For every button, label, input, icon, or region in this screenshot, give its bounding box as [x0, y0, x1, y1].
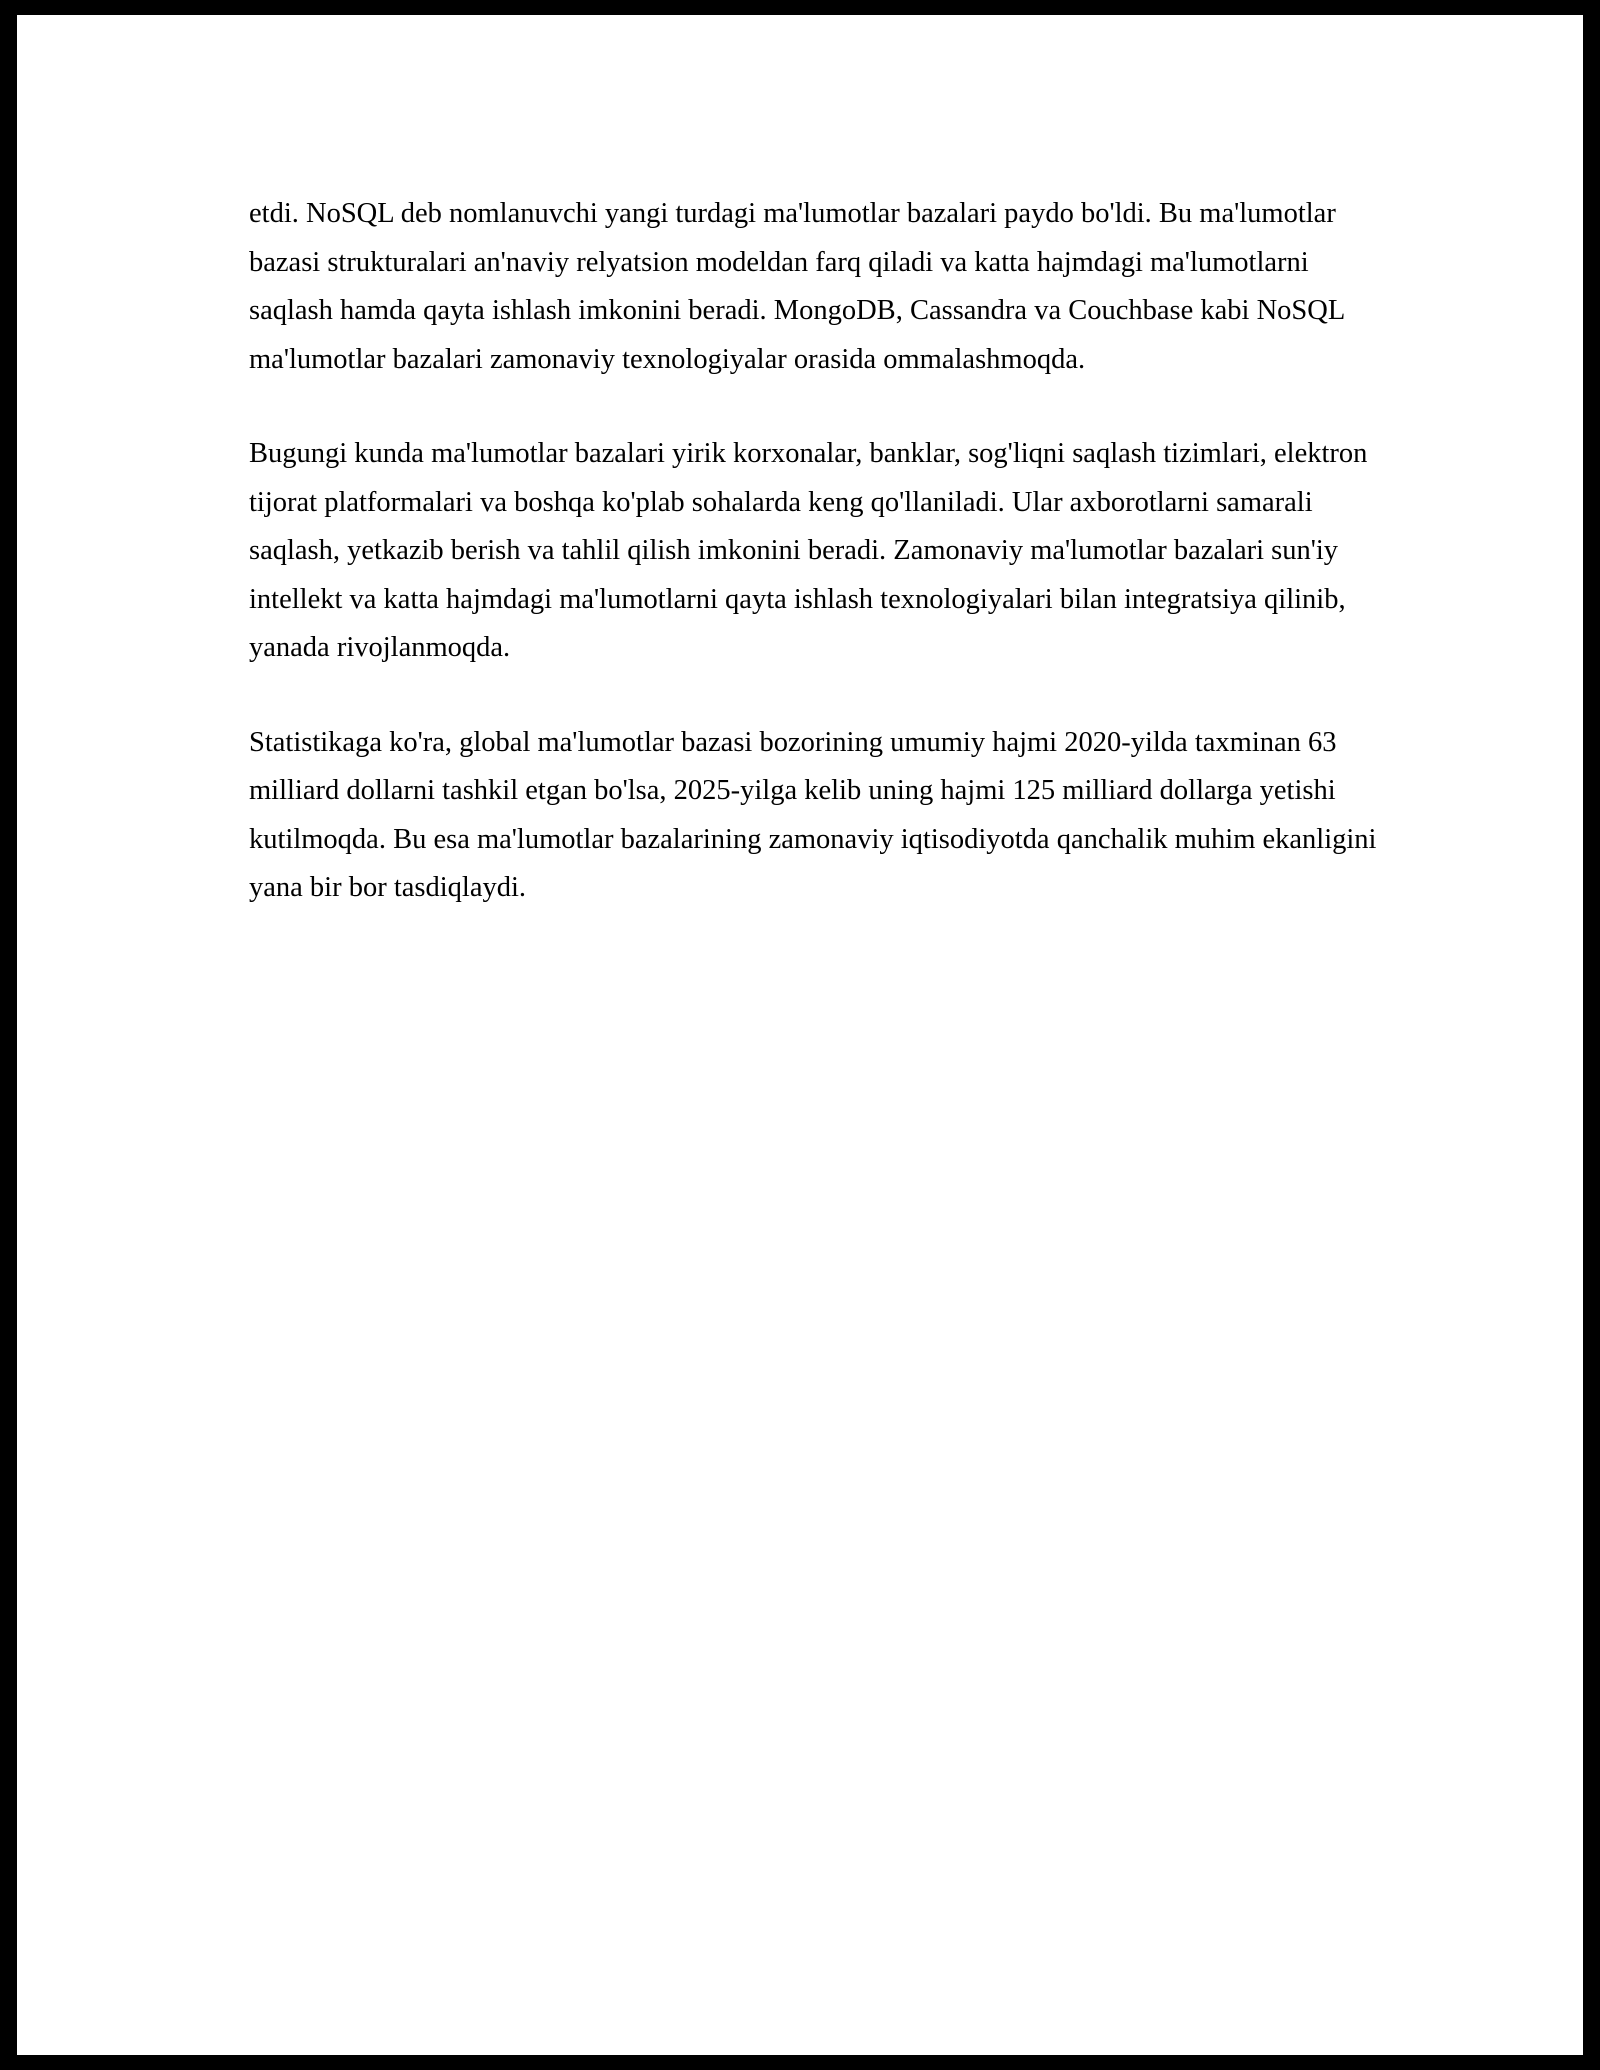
paragraph-nosql-databases: etdi. NoSQL deb nomlanuvchi yangi turdagi ma'lumotlar bazalari paydo bo'ldi. Bu ma'lumotlar bazasi strukturalari an'naviy relyatsion modeldan farq qiladi va katta hajmdagi ma'lumotlarni saqlash hamda qayta ishlash imkonini beradi. MongoDB, Cassandra va Couchbase kabi NoSQL ma'lumotlar bazalari zamonaviy texnologiyalar orasida ommalashmoqda.: [249, 198, 1352, 375]
document-body: [249, 190, 1384, 913]
document-page: [17, 15, 1583, 2055]
paragraph-modern-usage: Bugungi kunda ma'lumotlar bazalari yirik korxonalar, banklar, sog'liqni saqlash tizimlari, elektron tijorat platformalari va boshqa ko'plab sohalarda keng qo'llaniladi. Ular axborotlarni samarali saqlash, yetkazib berish va tahlil qilish imkonini beradi. Zamonaviy ma'lumotlar bazalari sun'iy intellekt va katta hajmdagi ma'lumotlarni qayta ishlash texnologiyalari bilan integratsiya qilinib, yanada rivojlanmoqda.: [249, 438, 1375, 663]
paragraph-market-statistics: Statistikaga ko'ra, global ma'lumotlar bazasi bozorining umumiy hajmi 2020-yilda taxminan 63 milliard dollarni tashkil etgan bo'lsa, 2025-yilga kelib uning hajmi 125 milliard dollarga yetishi kutilmoqda. Bu esa ma'lumotlar bazalarining zamonaviy iqtisodiyotda qanchalik muhim ekanligini yana bir bor tasdiqlaydi.: [249, 726, 1384, 903]
